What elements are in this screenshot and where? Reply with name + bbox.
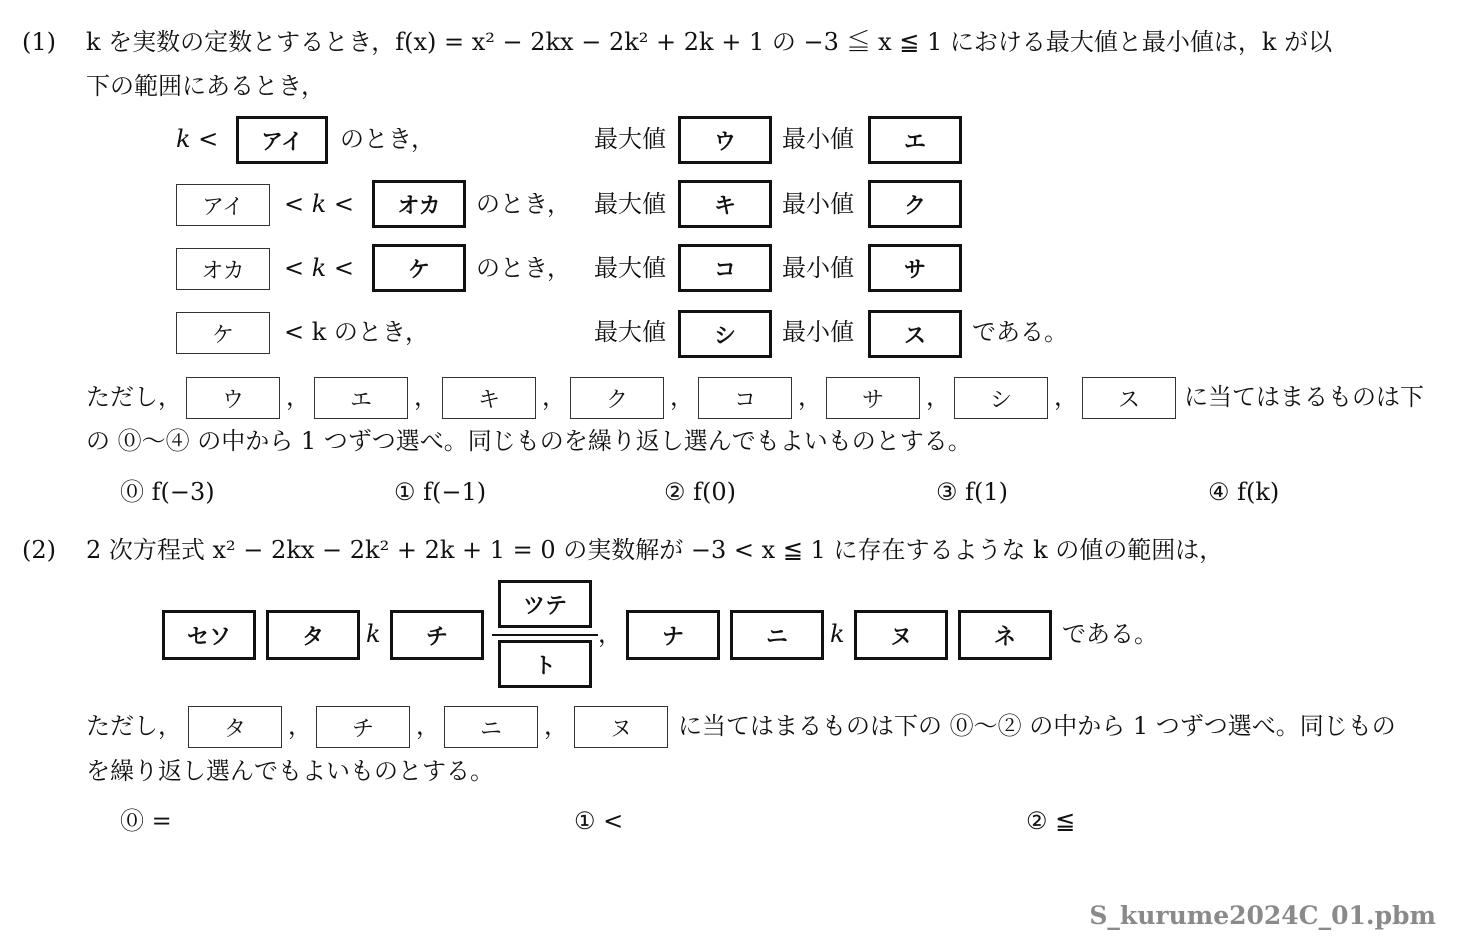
note-box-sa: サ — [826, 377, 920, 419]
answer-box-oka[interactable]: オカ — [372, 180, 466, 228]
note-sep: ， — [416, 712, 440, 740]
row3-when: のとき， — [476, 254, 572, 282]
row4-inequality: < k のとき， — [284, 318, 429, 346]
p2-note-prefix: ただし， — [86, 712, 182, 740]
note-box-ni: ニ — [444, 706, 538, 748]
note-sep: ， — [286, 383, 310, 411]
row2-min-label: 最小値 — [782, 190, 854, 218]
problem-2-number: (2) — [22, 536, 56, 564]
answer-box-u[interactable]: ウ — [678, 116, 772, 164]
note-sep: ， — [542, 383, 566, 411]
p2-choice-0: ⓪ = — [120, 807, 172, 835]
answer-box-ta[interactable]: タ — [266, 610, 360, 660]
answer-box-ni[interactable]: ニ — [730, 610, 824, 660]
answer-box-to[interactable]: ト — [498, 640, 592, 688]
row1-min-label: 最小値 — [782, 125, 854, 153]
row2-when: のとき， — [476, 190, 572, 218]
note-sep: ， — [288, 712, 312, 740]
ref-box-ai: アイ — [176, 184, 270, 226]
var-k-1: k — [366, 620, 381, 648]
answer-box-seso[interactable]: セソ — [162, 610, 256, 660]
answer-box-sa[interactable]: サ — [868, 244, 962, 292]
row1-max-label: 最大値 — [594, 125, 666, 153]
row4-end: である。 — [972, 318, 1068, 346]
answer-box-chi[interactable]: チ — [390, 610, 484, 660]
var-k-2: k — [830, 620, 845, 648]
note-sep: ， — [544, 712, 568, 740]
p1-note-prefix: ただし， — [86, 383, 182, 411]
p2-note-suffix: に当てはまるものは下の ⓪〜② の中から 1 つずつ選べ。同じもの — [678, 712, 1396, 740]
ref-box-oka: オカ — [176, 248, 270, 290]
p2-choice-1: ① < — [574, 807, 624, 835]
note-box-ki: キ — [442, 377, 536, 419]
row3-min-label: 最小値 — [782, 254, 854, 282]
answer-box-ai[interactable]: アイ — [236, 116, 328, 164]
answer-box-na[interactable]: ナ — [626, 610, 720, 660]
row1-when: のとき， — [340, 125, 436, 153]
row3-inequality: < k < — [284, 254, 355, 282]
note-box-chi: チ — [316, 706, 410, 748]
note-sep: ， — [798, 383, 822, 411]
note-box-ku: ク — [570, 377, 664, 419]
comma: ， — [598, 620, 622, 648]
p2-note-line-2: を繰り返し選んでもよいものとする。 — [86, 757, 494, 785]
p1-note-suffix: に当てはまるものは下 — [1184, 383, 1424, 411]
answer-box-ne[interactable]: ネ — [958, 610, 1052, 660]
p2-choice-2: ② ≦ — [1026, 807, 1076, 835]
note-sep: ， — [1054, 383, 1078, 411]
note-box-ko: コ — [698, 377, 792, 419]
answer-box-ko[interactable]: コ — [678, 244, 772, 292]
fraction-bar — [492, 634, 598, 636]
p2-end: である。 — [1062, 620, 1158, 648]
row3-max-label: 最大値 — [594, 254, 666, 282]
choice-4: ④ f(k) — [1208, 478, 1280, 506]
answer-box-ki[interactable]: キ — [678, 180, 772, 228]
note-box-shi: シ — [954, 377, 1048, 419]
p1-note-line-2: の ⓪〜④ の中から 1 つずつ選べ。同じものを繰り返し選んでもよいものとする。 — [86, 427, 972, 455]
row2-inequality: < k < — [284, 190, 355, 218]
problem-1-number: (1) — [22, 28, 56, 56]
note-box-su: ス — [1082, 377, 1176, 419]
note-box-nu: ヌ — [574, 706, 668, 748]
row4-min-label: 最小値 — [782, 318, 854, 346]
choice-2: ② f(0) — [664, 478, 737, 506]
choice-1: ① f(−1) — [394, 478, 487, 506]
row2-max-label: 最大値 — [594, 190, 666, 218]
ref-box-ke: ケ — [176, 312, 270, 354]
choice-0: ⓪ f(−3) — [120, 478, 215, 506]
row1-condition-prefix: k < — [176, 125, 219, 153]
note-sep: ， — [926, 383, 950, 411]
answer-box-su[interactable]: ス — [868, 310, 962, 358]
problem-1-line-2: 下の範囲にあるとき， — [86, 72, 326, 100]
choice-3: ③ f(1) — [936, 478, 1009, 506]
note-box-ta: タ — [188, 706, 282, 748]
row4-max-label: 最大値 — [594, 318, 666, 346]
file-name-footer: S_kurume2024C_01.pbm — [1089, 901, 1436, 930]
problem-2-line-1: 2 次方程式 x² − 2kx − 2k² + 2k + 1 = 0 の実数解が −3 < x ≦ 1 に存在するような k の値の範囲は， — [86, 536, 1224, 564]
answer-box-shi[interactable]: シ — [678, 310, 772, 358]
answer-box-e[interactable]: エ — [868, 116, 962, 164]
answer-box-nu[interactable]: ヌ — [854, 610, 948, 660]
problem-1-line-1: k を実数の定数とするとき，f(x) = x² − 2kx − 2k² + 2k + 1 の −3 ≦ x ≦ 1 における最大値と最小値は，k が以 — [86, 28, 1333, 56]
note-sep: ， — [670, 383, 694, 411]
answer-box-ke[interactable]: ケ — [372, 244, 466, 292]
answer-box-ku[interactable]: ク — [868, 180, 962, 228]
answer-box-tsute[interactable]: ツテ — [498, 580, 592, 628]
note-box-u: ウ — [186, 377, 280, 419]
note-box-e: エ — [314, 377, 408, 419]
note-sep: ， — [414, 383, 438, 411]
